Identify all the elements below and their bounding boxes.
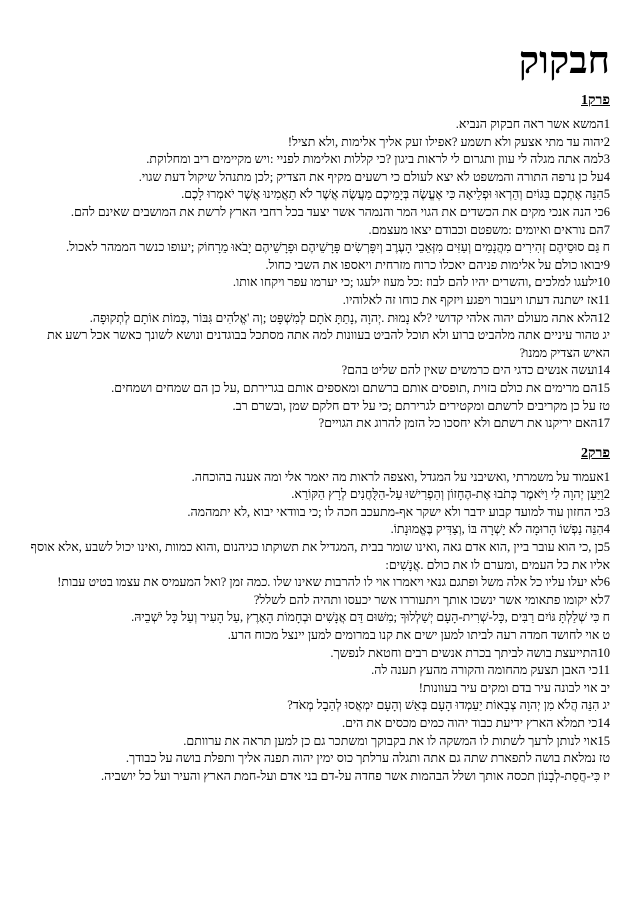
verse: 5כן ,כי הוא עובר ביין ,הוא אדם גאה ,ואינו שומר בבית ,המגדיל את תשוקתו כגיהנום ,והוא כמוות ,ואינו יכול לשבע ,אלא אוסף אליו את כל העמים ,ומערם לו את כולם .אֲנָשִׁים: xyxy=(30,540,610,572)
verse: 6כי הנה אנכי מקים את הכשדים את הגוי המר והנמהר אשר יצעד בכל רחבי הארץ לרשת את המושבים שאינם להם. xyxy=(70,204,610,219)
verse: יב אוי לבונה עיר בדם ומקים עיר בעוונות! xyxy=(418,680,610,695)
verse: 5הִנֵּה אֶתְכֶם בַּגּוֹיִם וְהַרְאוּ וּפְלֵיאָה כִּי אֶעֱשֶׂה בְּיָמֵיכֶם מַעֲשֶׂה אֲשֶׁר לֹא תַאֲמִינוּ אֲשֶׁר יֹאמְרוּ לָכֶם. xyxy=(181,187,610,202)
verse: ח גַּם סוּסֵיהֶם זְהִירִים מִהֲנָמֵים וְעַזִּים מִזְּאֵבֵי הָעֶרֶב וְיִפָּרְשִׂים פָּרָשֵׁיהֶם וּפָרָשֵׁיהֶם יָבֹאוּ מֵרָחוֹק ;יעופו כנשר הממהר לאכול. xyxy=(66,240,610,255)
verse: ט אוי לחושד חמדה רעה לביתו למען ישים את קנו במרומים למען יינצל מכוח הרע. xyxy=(227,628,610,643)
verse: 15אוי לנותן לרעך לשתות לו המשקה לו את בקבוקך ומשתכר גם כן למען תראה את ערוותם. xyxy=(183,733,610,748)
chapter-2 xyxy=(28,445,610,786)
verse: 14כי תמלא הארץ ידיעת כבוד יהוה כמים מכסים את הים. xyxy=(341,716,610,730)
verse: 1המשא אשר ראה חבקוק הנביא. xyxy=(455,117,610,131)
verse: 11כי האבן תצעק מהחומה והקורה מהעץ תענה לה. xyxy=(371,663,610,678)
verse: יג טהור עיניים אתה מלהביט ברוע ולא תוכל להביט בעוונות למה אתה מסתכל בבוגדנים ונושא לשונך כאשר אכל רשע את האיש הצדיק ממנו? xyxy=(47,328,610,360)
verse: 7הם נוראים ואיומים :משפטם וכבודם יצאו מעצמם. xyxy=(368,222,610,237)
verse: 1אעמוד על משמרתי ,ואשיבני על המגדל ,ואצפה לראות מה יאמר אלי ומה אענה בהוכחה. xyxy=(191,469,610,484)
verse: טז על כן מקריבים לרשתם ומקטירים לגרירתם ;כי על ידם חלקם שמן ,ובשרם רב. xyxy=(232,398,610,413)
verse: יג הִנֵּה הֲלֹא מִן יְהוָה צְבָאוֹת יַעַמְדוּ הָעָם בְּאֵשׁ וְהָעָם יִמְאֲסוּ לְהַבָל מְאֹד? xyxy=(287,698,610,713)
verse: טז נמלאת בושה לתפארת שתה גם אתה ותגלה ערלתך כוס ימין יהוה תפנה אליך ותפלת בושה על כבודך. xyxy=(125,751,610,766)
verse-list xyxy=(28,116,610,433)
verse: 15הם מרימים את כולם בזוית ,תופסים אותם ברשתם ומאספים אותם בגרירתם ,על כן הם שמחים ושמחים. xyxy=(111,380,610,395)
verse: 12הלא אתה מעולם יהוה אלהי קדושי ?לֹא נָמוּת .יְהוָה ,נָתַתָּ אֹתָם לְמִשְׁפָּט ;וְה 'אֱלֹהִים גִּבּוֹר ,כְּמוֹת אוֹתָם לְתְקוּפָה. xyxy=(89,310,610,325)
verse: 11אז ישתנה דעתו ויעבור ויפגע ויזקף את כוחו זה לאלוהיו. xyxy=(342,292,610,307)
verse: 9יבואו כולם על אלימות פניהם יאכלו כרוח מזרחית ויאספו את השבי כחול. xyxy=(265,257,610,272)
verse: 4על כן נרפה התורה והמשפט לא יצא לעולם כי רשעים מקיף את הצדיק ;לכן מתנהל שיקול דעת שגוי. xyxy=(138,169,610,184)
verse: 10התייעצת בושה לביתך בכרת אנשים רבים וחטאת לנפשך. xyxy=(330,645,610,660)
verse: 3למה אתה מגלה לי עוון ותגרום לי לראות ביגון ?כי קללות ואלימות לפניי :ויש מקיימים ריב ומחלוקת. xyxy=(146,152,610,167)
document-title: חבקוק xyxy=(518,40,610,82)
verse: 3כי החזון עוד למועד קבוע ידבר ולא ישקר אף-מתעכב חכה לו ;כי בוודאי יבוא ,לא יתמהמה. xyxy=(187,504,610,519)
verse: 6לא יעלו עליו כל אלה משל ופתגם גנאי ויאמרו אוי לו להרבות שאינו שלו .כמה זמן ?ואל המעמיס את עצמו בטיט עבות! xyxy=(57,575,610,590)
chapter-1 xyxy=(28,92,610,433)
chapter-heading: פרק2 xyxy=(581,445,610,461)
verse-list xyxy=(28,469,610,786)
verse: יז כִּי-חֲסַת-לְבָנוֹן תכסה אותך ושלל הבהמות אשר פחדה על-דם בני אדם ועל-חמת הארץ והעיר ועל כל יושביה. xyxy=(101,768,610,783)
verse: 10ילעגו למלכים ,והשרים יהיו להם לבוז :כל מעוז ילעגו ;כי יערמו עפר ויקחו אותו. xyxy=(232,275,610,290)
verse: 17האם יריקנו את רשתם ולא יחסכו כל הזמן להרוג את הגויים? xyxy=(318,416,610,431)
verse: 7לא יקומו פתאומי אשר ינשכו אותך ויתעוררו אשר יכעסו ותהיה להם לשלל? xyxy=(253,592,610,607)
verse: ח כִּי שְׁלַלְתָּ גּוֹיִם רַבִּים ,כָּל-שְׁרִית-הָעָם יְשַׁלְלוּךָ ;מִשּׁוּם דַּם אֲנָשִׁים וּבְחָמוֹת הָאָרֶץ ,עַל הָעִיר וְעַל כָּל יֹשְׁבֵיהּ. xyxy=(131,610,610,625)
verse: 14ועשה אנשים כדגי הים כרמשים שאין להם שליט בהם? xyxy=(341,363,610,378)
verse: 4הִנֵּה נַפְשׁוֹ הָרוּמָה לֹא יָשְׁרָה בּוֹ ,וְצַדִּיק בֶּאֱמוּנָתוֹ. xyxy=(390,522,610,537)
chapter-heading: פרק1 xyxy=(581,93,610,108)
verse: 2וַיַּעַן יְהוָה לִי וַיֹּאמֶר כְּתֹבוּ אֶת-הֶחָזוֹן וְהַפְרִישׁוּ עַל-הַלֻּחֲנִים לְרָץ הַקּוֹרֵא. xyxy=(291,487,610,502)
verse: 2יהוה עד מתי אצעק ולא תשמע ?אפילו זעק אליך אלימות ,ולא תציל! xyxy=(287,134,610,149)
